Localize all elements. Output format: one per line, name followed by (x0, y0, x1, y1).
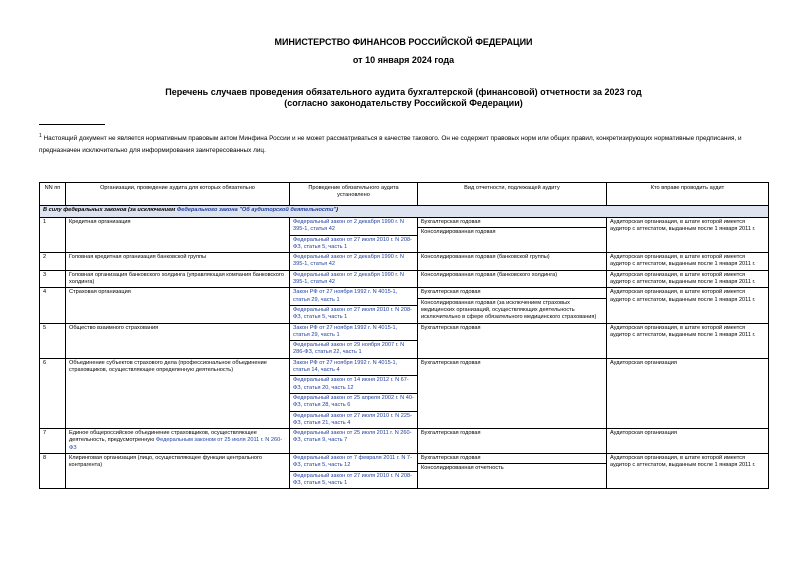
table-header-row (40, 183, 769, 206)
organization-text: Клиринговая организация (лицо, осуществляющее функции центрального контрагента) (69, 455, 263, 469)
row-legal-basis (290, 218, 418, 253)
row-organization (66, 218, 290, 253)
organization-text: Кредитная организация (69, 219, 131, 225)
row-report-type (418, 270, 607, 288)
law-link[interactable]: Закон РФ от 27 ноября 1992 г. N 4015-1, статья 14, часть 4 (293, 359, 398, 374)
report-type-text: Бухгалтерская годовая (421, 324, 481, 331)
row-number: 1 (40, 218, 66, 253)
law-link[interactable]: Федеральный закон от 14 июня 2012 г. N 67-ФЗ, статья 20, часть 12 (290, 375, 417, 393)
report-type-text: Бухгалтерская годовая (421, 455, 481, 462)
document-date: от 10 января 2024 года (352, 55, 455, 65)
row-legal-basis (290, 429, 418, 454)
law-link[interactable]: Федеральный закон от 27 июля 2010 г. N 208-ФЗ, статья 5, часть 1 (290, 471, 417, 489)
row-number: 7 (40, 429, 66, 454)
row-number: 3 (40, 270, 66, 288)
report-type-text: Консолидированная годовая (банковской группы) (421, 254, 550, 261)
row-number: 4 (40, 288, 66, 323)
table-row (40, 218, 769, 253)
row-number: 5 (40, 323, 66, 358)
row-report-type (418, 253, 607, 271)
section-law-link[interactable]: Федерального закона "Об аудиторской деятельности" (176, 207, 337, 213)
row-legal-basis (290, 323, 418, 358)
report-type-text: Консолидированная годовая (банковского холдинга) (421, 271, 558, 278)
section-row (40, 206, 769, 218)
row-legal-basis (290, 253, 418, 271)
footnote-divider (39, 124, 105, 125)
row-auditor: Аудиторская организация, в штате которой имеется аудитор с аттестатом, выданным после 1 января 2011 г. (607, 454, 769, 489)
row-legal-basis (290, 454, 418, 489)
law-link[interactable]: Федеральный закон от 27 июля 2010 г. N 225-ФЗ, статья 21, часть 4 (290, 411, 417, 429)
organization-text: Единое общероссийское объединение страховщиков, осуществляющее деятельность, предусмотренную (69, 430, 257, 444)
report-type-text: Бухгалтерская годовая (421, 359, 481, 366)
row-organization (66, 429, 290, 454)
row-organization (66, 454, 290, 489)
table-row (40, 358, 769, 428)
table-row (40, 429, 769, 454)
section-heading (40, 206, 769, 218)
row-organization (66, 358, 290, 428)
col-header-legal-basis: Проведение обязательного аудита установлено (290, 183, 418, 206)
row-report-type (418, 323, 607, 358)
table-row (40, 323, 769, 358)
footnote (39, 130, 769, 157)
row-report-type (418, 429, 607, 454)
law-link[interactable]: Федеральный закон от 2 декабря 1990 г. N 395-1, статья 42 (293, 254, 404, 268)
row-report-type (418, 218, 607, 253)
row-report-type (418, 454, 607, 489)
report-type-text: Консолидированная отчетность (418, 463, 606, 473)
report-type-text: Бухгалтерская годовая (421, 430, 481, 437)
row-auditor: Аудиторская организация, в штате которой имеется аудитор с аттестатом, выданным после 1 января 2011 г. (607, 323, 769, 358)
col-header-organization: Организации, проведение аудита для которых обязательно (66, 183, 290, 206)
law-link[interactable]: Федеральный закон от 27 июля 2010 г. N 208-ФЗ, статья 5, часть 1 (290, 305, 417, 323)
document-title: Перечень случаев проведения обязательного аудита бухгалтерской (финансовой) отчетности за 2023 год (165, 87, 642, 97)
table-row (40, 270, 769, 288)
law-link[interactable]: Федеральный закон от 29 ноября 2007 г. N 286-ФЗ, статья 22, часть 1 (290, 340, 417, 358)
row-number: 2 (40, 253, 66, 271)
organization-text: Объединение субъектов страхового дела (профессиональное объединение страховщиков, осуществляющее определенную деятельность) (69, 359, 267, 374)
col-header-number: NN пп (40, 183, 66, 206)
law-link[interactable]: Федеральный закон от 2 декабря 1990 г. N 395-1, статья 42 (293, 271, 404, 286)
row-auditor: Аудиторская организация, в штате которой имеется аудитор с аттестатом, выданным после 1 января 2011 г. (607, 218, 769, 253)
row-legal-basis (290, 358, 418, 428)
section-suffix: ) (336, 207, 338, 213)
organization-text: Общество взаимного страхования (69, 324, 159, 331)
law-link[interactable]: Федеральный закон от 25 апреля 2002 г. N 40-ФЗ, статья 28, часть 6 (290, 393, 417, 411)
row-auditor: Аудиторская организация, в штате которой имеется аудитор с аттестатом, выданным после 1 января 2011 г. (607, 288, 769, 323)
law-link[interactable]: Федеральный закон от 7 февраля 2011 г. N 7-ФЗ, статья 5, часть 12 (293, 455, 412, 469)
footnote-text: Настоящий документ не является нормативным правовым актом Минфина России и не может рассматриваться в качестве такового. Он не содержит правовых норм или общих правил, конкретизирующих нормативные предписания, и предназначен исключительно для информирования заинтересованных лиц. (39, 135, 742, 155)
law-link[interactable]: Закон РФ от 27 ноября 1992 г. N 4015-1, статья 29, часть 1 (293, 324, 398, 338)
row-auditor: Аудиторская организация, в штате которой имеется аудитор с аттестатом, выданным после 1 января 2011 г. (607, 253, 769, 271)
report-type-text: Бухгалтерская годовая (421, 289, 481, 296)
row-organization (66, 323, 290, 358)
report-type-text: Консолидированная годовая (за исключением страховых медицинских организаций, осуществляющих деятельность исключительно в сфере обязательного медицинского страхования) (418, 298, 606, 323)
law-link[interactable]: Федеральный закон от 2 декабря 1990 г. N 395-1, статья 42 (293, 219, 404, 233)
row-legal-basis (290, 270, 418, 288)
organization-law-link[interactable]: Федеральным законом от 25 июля 2011 г. N 260-ФЗ (69, 437, 283, 451)
law-link[interactable]: Закон РФ от 27 ноября 1992 г. N 4015-1, статья 29, часть 1 (293, 289, 398, 303)
col-header-auditor: Кто вправе проводить аудит (607, 183, 769, 206)
audit-cases-table (39, 182, 769, 489)
document-subtitle: (согласно законодательству Российской Федерации) (284, 98, 523, 108)
table-row (40, 288, 769, 323)
table-row (40, 253, 769, 271)
organization-text: Головная кредитная организация банковской группы (69, 254, 207, 261)
row-legal-basis (290, 288, 418, 323)
ministry-title: МИНИСТЕРСТВО ФИНАНСОВ РОССИЙСКОЙ ФЕДЕРАЦИИ (274, 37, 533, 47)
row-organization (66, 288, 290, 323)
table-row (40, 454, 769, 489)
col-header-report-type: Вид отчетности, подлежащей аудиту (418, 183, 607, 206)
organization-text: Головная организация банковского холдинга (управляющая компания банковского холдинга) (69, 271, 284, 286)
section-prefix: В силу федеральных законов (за исключением (43, 207, 177, 213)
row-organization (66, 253, 290, 271)
report-type-text: Бухгалтерская годовая (421, 219, 481, 225)
row-auditor: Аудиторская организация, в штате которой имеется аудитор с аттестатом, выданным после 1 января 2011 г. (607, 270, 769, 288)
row-auditor: Аудиторская организация (607, 429, 769, 454)
law-link[interactable]: Федеральный закон от 27 июля 2010 г. N 208-ФЗ, статья 5, часть 1 (290, 235, 417, 253)
row-number: 6 (40, 358, 66, 428)
row-organization (66, 270, 290, 288)
row-report-type (418, 358, 607, 428)
law-link[interactable]: Федеральный закон от 25 июля 2011 г. N 260-ФЗ, статья 9, часть 7 (293, 430, 412, 444)
footnote-mark: 1 (39, 133, 42, 139)
organization-text: Страховая организация (69, 289, 131, 296)
report-type-text: Консолидированная годовая (418, 227, 606, 237)
row-number: 8 (40, 454, 66, 489)
row-auditor: Аудиторская организация (607, 358, 769, 428)
row-report-type (418, 288, 607, 323)
